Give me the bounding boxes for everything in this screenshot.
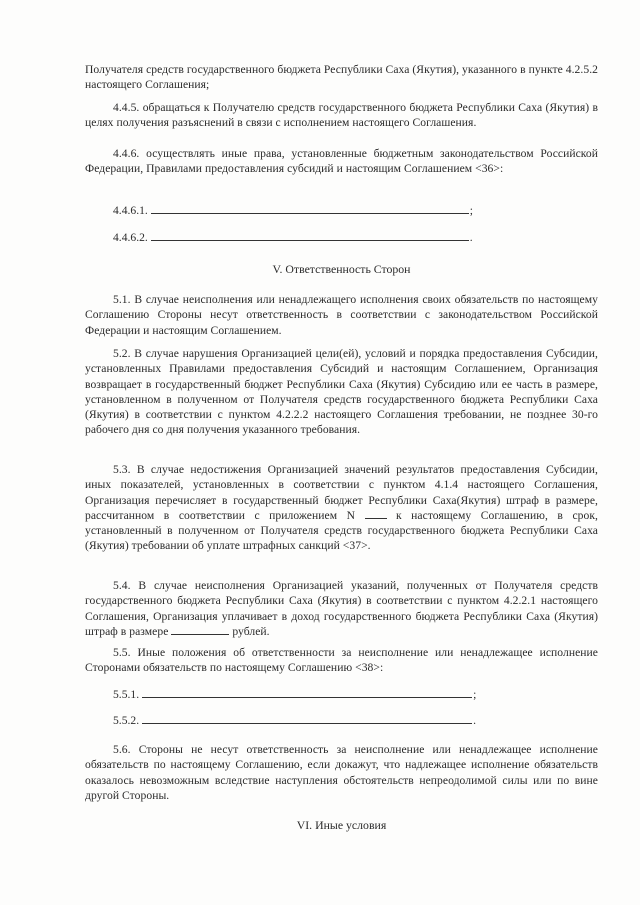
paragraph-4-4-4-continuation: Получателя средств государственного бюджета Республики Саха (Якутия), указанного в пункте 4.2.5.2 настоящего Соглашения;	[85, 63, 598, 92]
appendix-number-blank	[365, 508, 387, 519]
fill-in-blank	[151, 202, 469, 214]
item-label: 4.4.6.2.	[113, 231, 148, 244]
paragraph-4-4-6: 4.4.6. осуществлять иные права, установленные бюджетным законодательством Российской Федерации, Правилами предоставления субсидий и настоящим Соглашением <36>:	[85, 147, 598, 176]
paragraph-5-3-part-2: к настоящему Соглашению, в срок, установленный в полученном от Получателя средств государственного бюджета Республики Саха (Якутия) требовании об уплате штрафных санкций <37>.	[85, 508, 598, 553]
fill-in-blank	[142, 686, 472, 698]
paragraph-5-4-part-1: 5.4. В случае неисполнения Организацией указаний, полученных от Получателя средств государственного бюджета Республики Саха (Якутия) в соответствии с пунктом 4.2.2.1 настоящего Соглашения, Организация уплачивает в доход государственного бюджета Республики Саха (Якутия) штраф в размере	[85, 579, 598, 638]
item-label: 5.5.2.	[113, 714, 140, 727]
item-label: 5.5.1.	[113, 688, 140, 701]
section-6-title: VI. Иные условия	[296, 818, 387, 832]
section-5-title: V. Ответственность Сторон	[272, 262, 411, 276]
item-4-4-6-1	[113, 202, 473, 218]
paragraph-5-3	[85, 462, 598, 554]
paragraph-5-1: 5.1. В случае неисполнения или ненадлежащего исполнения своих обязательств по настоящему Соглашению Стороны несут ответственность в соответствии с законодательством Российской Федерации и настоящим Соглашением.	[85, 293, 598, 337]
paragraph-5-6: 5.6. Стороны не несут ответственность за неисполнение или ненадлежащее исполнение обязательств по настоящему Соглашению, если докажут, что надлежащее исполнение обязательств оказалось невозможным вследствие наступления обстоятельств непреодолимой силы или по вине другой Стороны.	[85, 743, 598, 802]
item-4-4-6-2	[113, 229, 473, 245]
paragraph-5-4-part-2: рублей.	[232, 624, 270, 638]
fill-in-blank	[142, 712, 472, 724]
paragraph-5-5: 5.5. Иные положения об ответственности за неисполнение или ненадлежащее исполнение Сторонами обязательств по настоящему Соглашению <38>:	[85, 646, 598, 675]
item-label: 4.4.6.1.	[113, 204, 148, 217]
paragraph-5-3-part-1: 5.3. В случае недостижения Организацией значений результатов предоставления Субсидии, иных показателей, установленных в соответствии с пунктом 4.1.4 настоящего Соглашения, Организация перечисляет в государственный бюджет Республики Саха(Якутия) штраф в размере, рассчитанном в соответствии с приложением N	[85, 463, 598, 522]
item-5-5-2	[113, 712, 476, 728]
item-end: .	[469, 231, 473, 244]
item-end: .	[473, 714, 476, 727]
paragraph-5-2: 5.2. В случае нарушения Организацией цели(ей), условий и порядка предоставления Субсидии, установленных Правилами предоставления Субсидий и настоящим Соглашением, Организация возвращает в государственный бюджет Республики Саха (Якутия) Субсидию или ее часть в размере, установленном в полученном от Получателя средств государственного бюджета Республики Саха (Якутия) в соответствии с пунктом 4.2.2.2 настоящего Соглашения требовании, не позднее 30-го рабочего дня со дня получения указанного требования.	[85, 347, 598, 437]
fill-in-blank	[151, 229, 469, 241]
item-end: ;	[473, 688, 477, 701]
fine-amount-blank	[171, 624, 229, 635]
paragraph-5-4	[85, 578, 598, 639]
paragraph-4-4-5: 4.4.5. обращаться к Получателю средств государственного бюджета Республики Саха (Якутия) в целях получения разъяснений в связи с исполнением настоящего Соглашения.	[85, 101, 598, 130]
item-5-5-1	[113, 686, 476, 702]
item-end: ;	[469, 204, 474, 217]
